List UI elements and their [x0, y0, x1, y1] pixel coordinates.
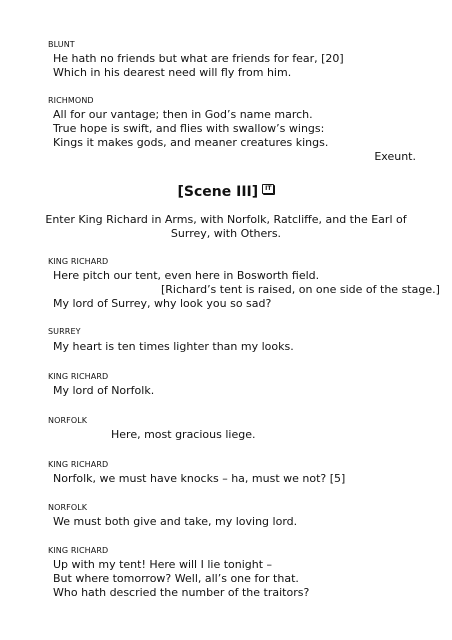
verse-line: Here pitch our tent, even here in Bosworth field. [53, 269, 320, 282]
verse-line: True hope is swift, and flies with swallow’s wings: [53, 122, 325, 135]
verse-line: All for our vantage; then in God’s name march. [53, 108, 313, 121]
speaker-label: NORFOLK [48, 503, 88, 512]
verse-line: Who hath descried the number of the traitors? [53, 586, 310, 599]
speaker-label: KING RICHARD [48, 257, 109, 266]
verse-line: Norfolk, we must have knocks – ha, must we not? [5] [53, 472, 346, 485]
stage-direction-line: Surrey, with Others. [170, 227, 282, 240]
scene-badge-icon[interactable]: IT [262, 184, 274, 194]
verse-line: Which in his dearest need will fly from him. [53, 66, 292, 79]
verse-line: Kings it makes gods, and meaner creatures kings. [53, 136, 329, 149]
scene-title: [Scene III] [177, 184, 259, 200]
verse-line: My heart is ten times lighter than my looks. [53, 340, 294, 353]
stage-direction-inline: [Richard’s tent is raised, on one side of the stage.] [161, 283, 440, 296]
verse-line: He hath no friends but what are friends for fear, [20] [53, 52, 344, 65]
speaker-label: RICHMOND [48, 96, 94, 105]
speaker-label: KING RICHARD [48, 546, 109, 555]
exeunt-direction: Exeunt. [374, 150, 416, 163]
speaker-label: NORFOLK [48, 416, 88, 425]
verse-line: My lord of Norfolk. [53, 384, 155, 397]
speaker-label: KING RICHARD [48, 372, 109, 381]
speaker-label: SURREY [48, 327, 81, 336]
verse-line: But where tomorrow? Well, all’s one for that. [53, 572, 299, 585]
stage-direction-line: Enter King Richard in Arms, with Norfolk, Ratcliffe, and the Earl of [45, 213, 407, 226]
verse-line: Up with my tent! Here will I lie tonight – [53, 558, 273, 571]
verse-line: We must both give and take, my loving lord. [53, 515, 298, 528]
speaker-label: KING RICHARD [48, 460, 109, 469]
speaker-label: BLUNT [48, 40, 75, 49]
scene-heading [0, 184, 452, 200]
verse-line-indented: Here, most gracious liege. [111, 428, 256, 441]
verse-line: My lord of Surrey, why look you so sad? [53, 297, 272, 310]
